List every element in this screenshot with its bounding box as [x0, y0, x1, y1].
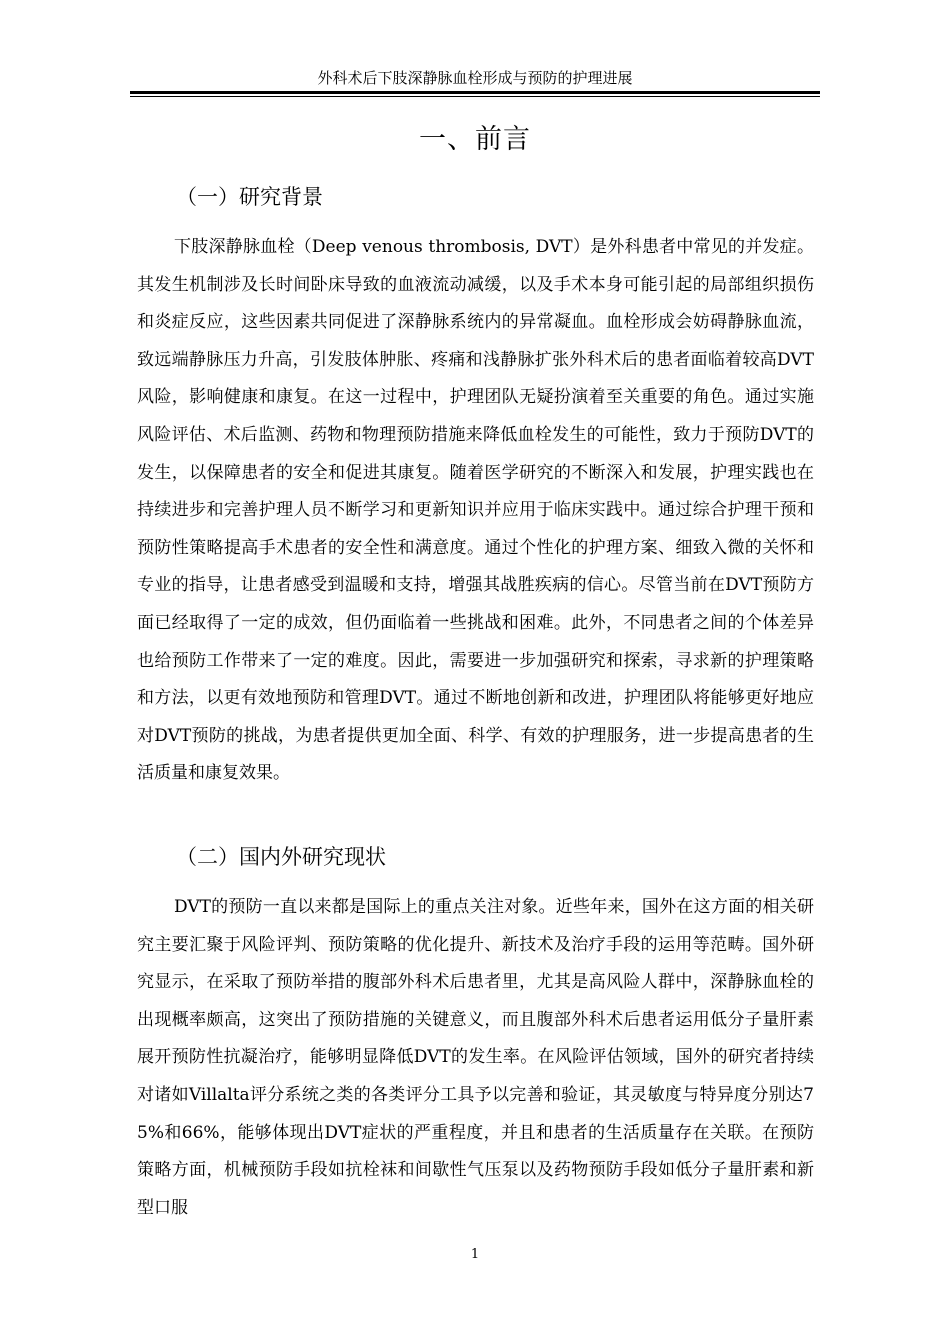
header-rule-secondary: [130, 96, 820, 97]
section-heading-research-status: （二）国内外研究现状: [176, 845, 386, 869]
section-heading-background: （一）研究背景: [176, 185, 323, 209]
running-header: 外科术后下肢深静脉血栓形成与预防的护理进展: [317, 69, 633, 87]
page-number: 1: [470, 1247, 480, 1262]
header-rule: [130, 91, 820, 94]
paragraph-background: 下肢深静脉血栓（Deep venous thrombosis, DVT）是外科患者中常见的并发症。其发生机制涉及长时间卧床导致的血液流动减缓，以及手术本身可能引起的局部组织损伤和炎症反应，这些因素共同促进了深静脉系统内的异常凝血。血栓形成会妨碍静脉血流，致远端静脉压力升高，引发肢体肿胀、疼痛和浅静脉扩张外科术后的患者面临着较高DVT风险，影响健康和康复。在这一过程中，护理团队无疑扮演着至关重要的角色。通过实施风险评估、术后监测、药物和物理预防措施来降低血栓发生的可能性，致力于预防DVT的发生，以保障患者的安全和促进其康复。随着医学研究的不断深入和发展，护理实践也在持续进步和完善护理人员不断学习和更新知识并应用于临床实践中。通过综合护理干预和预防性策略提高手术患者的安全性和满意度。通过个性化的护理方案、细致入微的关怀和专业的指导，让患者感受到温暖和支持，增强其战胜疾病的信心。尽管当前在DVT预防方面已经取得了一定的成效，但仍面临着一些挑战和困难。此外，不同患者之间的个体差异也给预防工作带来了一定的难度。因此，需要进一步加强研究和探索，寻求新的护理策略和方法，以更有效地预防和管理DVT。通过不断地创新和改进，护理团队将能够更好地应对DVT预防的挑战，为患者提供更加全面、科学、有效的护理服务，进一步提高患者的生活质量和康复效果。: [137, 237, 814, 784]
chapter-title: 一、前言: [419, 124, 531, 155]
paragraph-research-status: DVT的预防一直以来都是国际上的重点关注对象。近些年来，国外在这方面的相关研究主要汇聚于风险评判、预防策略的优化提升、新技术及治疗手段的运用等范畴。国外研究显示，在采取了预防举措的腹部外科术后患者里，尤其是高风险人群中，深静脉血栓的出现概率颇高，这突出了预防措施的关键意义，而且腹部外科术后患者运用低分子量肝素展开预防性抗凝治疗，能够明显降低DVT的发生率。在风险评估领域，国外的研究者持续对诸如Villalta评分系统之类的各类评分工具予以完善和验证，其灵敏度与特异度分别达75%和66%，能够体现出DVT症状的严重程度，并且和患者的生活质量存在关联。在预防策略方面，机械预防手段如抗栓袜和间歇性气压泵以及药物预防手段如低分子量肝素和新型口服: [137, 897, 814, 1218]
